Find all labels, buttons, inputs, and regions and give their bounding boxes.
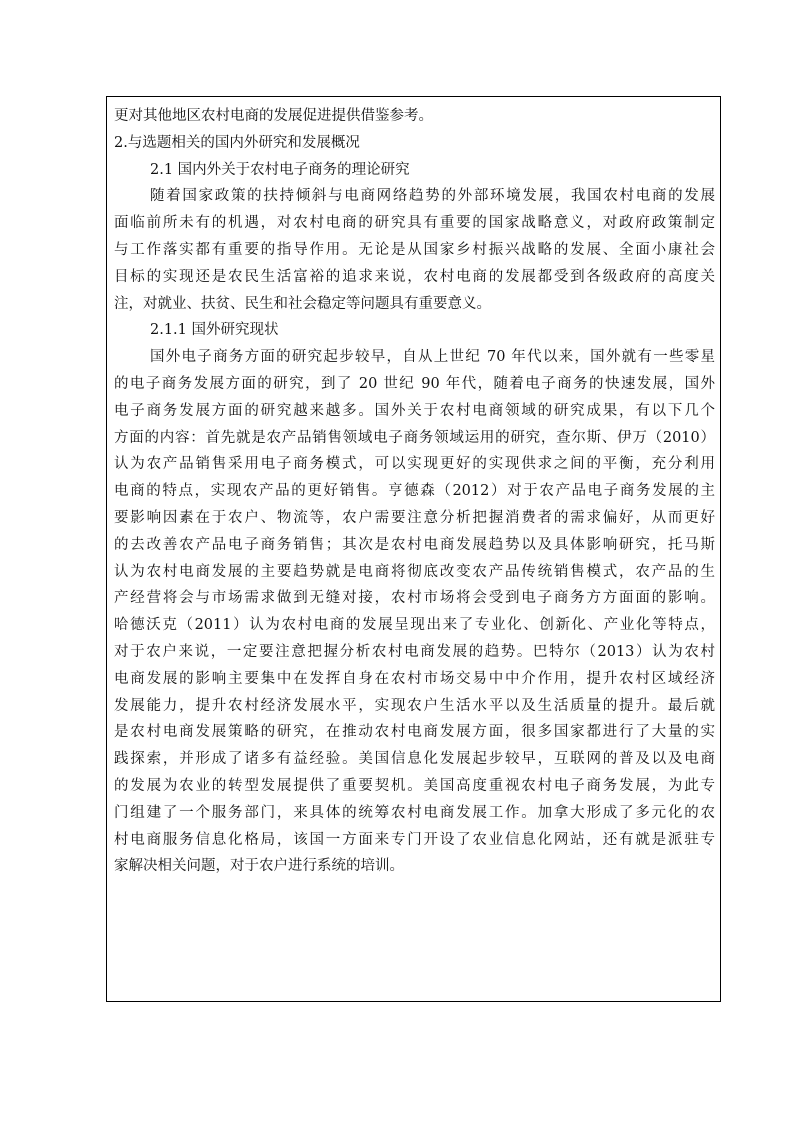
text-line: 2.与选题相关的国内外研究和发展概况	[114, 134, 360, 151]
text-line: 践探索，并形成了诸多有益经验。美国信息化发展起步较早，互联网的普及以及电商	[114, 751, 715, 768]
text-line: 电子商务发展方面的研究越来越多。国外关于农村电商领域的研究成果，有以下几个	[114, 402, 715, 419]
text-line: 注，对就业、扶贫、民生和社会稳定等问题具有重要意义。	[114, 295, 491, 312]
text-line: 对于农户来说，一定要注意把握分析农村电商发展的趋势。巴特尔（2013）认为农村	[114, 643, 715, 660]
text-line: 是农村电商发展策略的研究，在推动农村电商发展方面，很多国家都进行了大量的实	[114, 724, 715, 741]
text-line: 村电商服务信息化格局，该国一方面来专门开设了农业信息化网站，还有就是派驻专	[114, 831, 715, 848]
text-line: 随着国家政策的扶持倾斜与电商网络趋势的外部环境发展，我国农村电商的发展	[150, 188, 715, 205]
text-line: 家解决相关问题，对于农户进行系统的培训。	[114, 858, 404, 875]
text-line: 电商的特点，实现农产品的更好销售。亨德森（2012）对于农产品电子商务发展的主	[114, 483, 715, 500]
text-line: 2.1 国内外关于农村电子商务的理论研究	[150, 161, 410, 178]
text-line: 认为农村电商发展的主要趋势就是电商将彻底改变农产品传统销售模式，农产品的生	[114, 563, 715, 580]
text-line: 产经营将会与市场需求做到无缝对接，农村市场将会受到电子商务方方面面的影响。	[114, 590, 715, 607]
text-line: 的电子商务发展方面的研究，到了 20 世纪 90 年代，随着电子商务的快速发展，国外	[114, 375, 715, 392]
text-line: 哈德沃克（2011）认为农村电商的发展呈现出来了专业化、创新化、产业化等特点，	[114, 617, 715, 634]
text-line: 要影响因素在于农户、物流等，农户需要注意分析把握消费者的需求偏好，从而更好	[114, 509, 715, 526]
text-line: 认为农产品销售采用电子商务模式，可以实现更好的实现供求之间的平衡，充分利用	[114, 456, 715, 473]
text-line: 的发展为农业的转型发展提供了重要契机。美国高度重视农村电子商务发展，为此专	[114, 777, 715, 794]
text-line: 目标的实现还是农民生活富裕的追求来说，农村电商的发展都受到各级政府的高度关	[114, 268, 715, 285]
text-line: 门组建了一个服务部门，来具体的统筹农村电商发展工作。加拿大形成了多元化的农	[114, 804, 715, 821]
text-line: 更对其他地区农村电商的发展促进提供借鉴参考。	[114, 108, 433, 124]
text-line: 与工作落实都有重要的指导作用。无论是从国家乡村振兴战略的发展、全面小康社会	[114, 241, 715, 258]
text-line: 电商发展的影响主要集中在发挥自身在农村市场交易中中介作用，提升农村区域经济	[114, 670, 715, 687]
text-line: 方面的内容：首先就是农产品销售领域电子商务领域运用的研究，查尔斯、伊万（2010）	[114, 429, 715, 446]
text-line: 2.1.1 国外研究现状	[150, 322, 279, 339]
text-line: 面临前所未有的机遇，对农村电商的研究具有重要的国家战略意义，对政府政策制定	[114, 215, 715, 232]
document-table-cell	[106, 96, 721, 1002]
text-line: 的去改善农产品电子商务销售；其次是农村电商发展趋势以及具体影响研究，托马斯	[114, 536, 715, 553]
text-line: 发展能力，提升农村经济发展水平，实现农户生活水平以及生活质量的提升。最后就	[114, 697, 715, 714]
text-line: 国外电子商务方面的研究起步较早，自从上世纪 70 年代以来，国外就有一些零星	[150, 349, 715, 366]
